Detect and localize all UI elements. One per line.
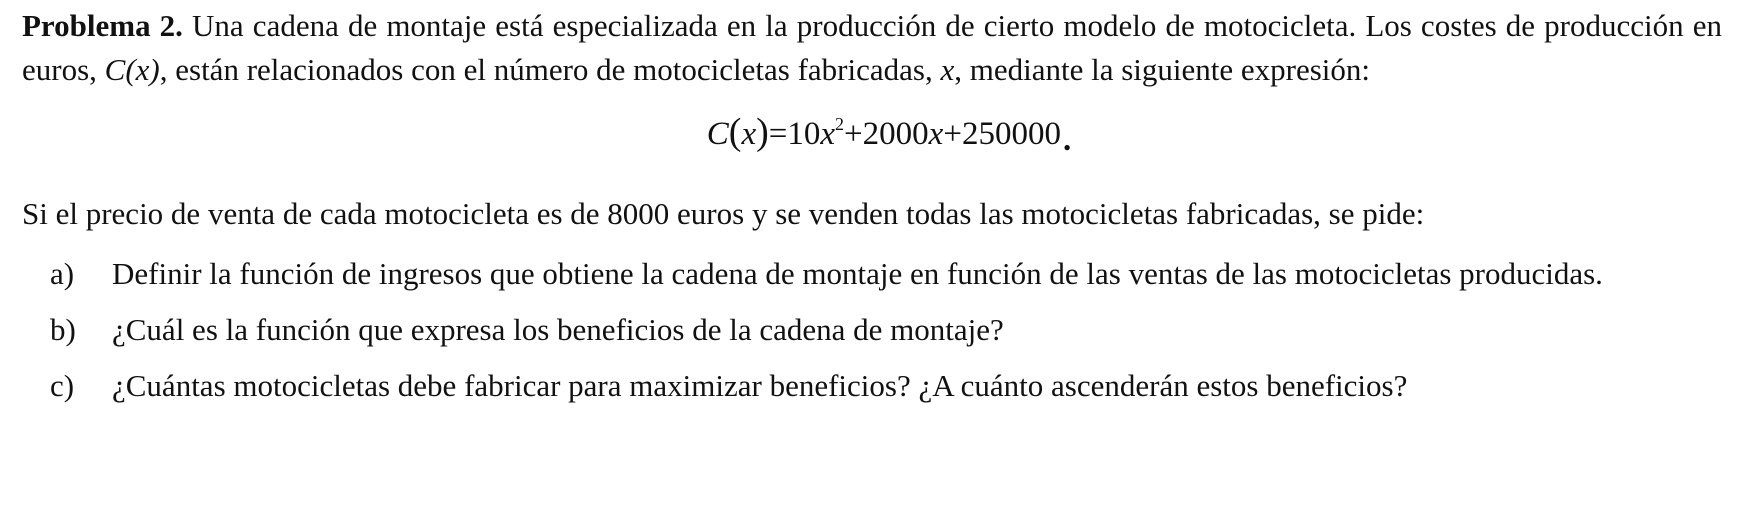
formula-plus-1: + <box>844 116 863 152</box>
question-text: ¿Cuál es la función que expresa los beneficios de la cadena de montaje? <box>112 312 1004 347</box>
formula-term2-coef: 2000 <box>862 116 929 152</box>
formula-lhs-var: x <box>741 116 757 152</box>
statement-part-2: , están relacionados con el número de motocicletas fabricadas, <box>159 52 941 87</box>
formula-end-mark: . <box>1062 122 1072 158</box>
question-marker: a) <box>50 256 75 291</box>
question-item-c <box>22 364 1722 408</box>
formula-term3: 250000 <box>961 116 1061 152</box>
problem-label: Problema 2. <box>22 8 183 43</box>
formula-lhs-name: C <box>706 116 729 152</box>
statement-part-1: Una cadena de montaje está especializada en la producción de cierto modelo de motocicleta. Los costes de producción en euros, <box>22 8 1722 87</box>
formula-term1-coef: 10 <box>787 116 821 152</box>
question-marker: b) <box>50 312 76 347</box>
cost-formula <box>22 110 1722 156</box>
formula-close-paren: ) <box>756 111 769 153</box>
question-marker: c) <box>50 368 75 403</box>
variable-name: x <box>940 52 955 87</box>
question-item-a <box>22 252 1722 296</box>
formula-open-paren: ( <box>728 111 742 153</box>
question-item-b <box>22 308 1722 352</box>
question-list <box>22 252 1722 408</box>
formula-plus-2: + <box>943 116 962 152</box>
problem-statement <box>22 4 1722 92</box>
formula-term1-var: x <box>820 116 836 152</box>
formula-term1-exponent: 2 <box>835 114 845 134</box>
formula-term2-var: x <box>928 116 944 152</box>
question-text: Definir la función de ingresos que obtiene la cadena de montaje en función de las ventas de las motocicletas producidas. <box>112 256 1603 291</box>
formula-equals: = <box>768 116 788 152</box>
statement-part-3: , mediante la siguiente expresión: <box>954 52 1371 87</box>
request-text: Si el precio de venta de cada motocicleta es de 8000 euros y se venden todas las motocicletas fabricadas, se pide: <box>22 196 1425 231</box>
cost-function-name: C(x) <box>104 52 160 87</box>
question-text: ¿Cuántas motocicletas debe fabricar para maximizar beneficios? ¿A cuánto ascenderán estos beneficios? <box>112 368 1408 403</box>
